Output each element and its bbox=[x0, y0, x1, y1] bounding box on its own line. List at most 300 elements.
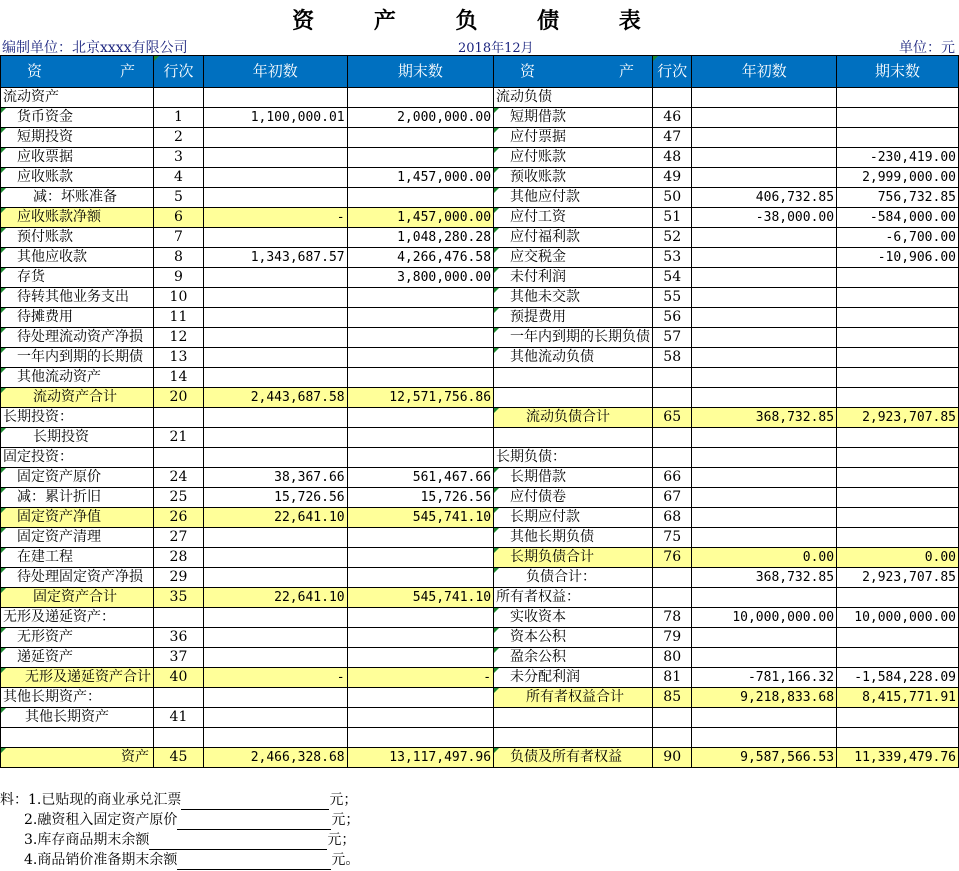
asset-name[interactable]: 货币资金 bbox=[1, 108, 154, 128]
liability-end[interactable] bbox=[837, 88, 959, 108]
asset-name[interactable]: 在建工程 bbox=[1, 548, 154, 568]
liability-row-no[interactable] bbox=[653, 448, 692, 468]
asset-row-no[interactable]: 20 bbox=[154, 388, 204, 408]
asset-name[interactable]: 存货 bbox=[1, 268, 154, 288]
liability-begin[interactable]: 0.00 bbox=[692, 548, 837, 568]
asset-end[interactable] bbox=[347, 148, 493, 168]
liability-row-no[interactable] bbox=[653, 368, 692, 388]
currency-label: 单位：元 bbox=[899, 40, 955, 56]
asset-begin[interactable] bbox=[203, 608, 347, 628]
liability-begin[interactable] bbox=[692, 328, 837, 348]
asset-name[interactable]: 减：累计折旧 bbox=[1, 488, 154, 508]
asset-end[interactable] bbox=[347, 448, 493, 468]
liability-name[interactable]: 短期借款 bbox=[494, 108, 653, 128]
asset-name[interactable]: 一年内到期的长期债 bbox=[1, 348, 154, 368]
note-line bbox=[0, 830, 359, 850]
liability-end[interactable] bbox=[837, 108, 959, 128]
asset-name[interactable]: 待转其他业务支出 bbox=[1, 288, 154, 308]
liability-name[interactable]: 应付工资 bbox=[494, 208, 653, 228]
asset-end[interactable]: 545,741.10 bbox=[347, 508, 493, 528]
liability-row-no[interactable]: 85 bbox=[653, 688, 692, 708]
liability-row-no[interactable]: 68 bbox=[653, 508, 692, 528]
liability-name[interactable]: 其他应付款 bbox=[494, 188, 653, 208]
liability-end[interactable]: 8,415,771.91 bbox=[837, 688, 959, 708]
asset-row-no[interactable]: 40 bbox=[154, 668, 204, 688]
header-row-no: 行次 bbox=[154, 56, 204, 88]
liability-begin[interactable] bbox=[692, 488, 837, 508]
asset-name[interactable]: 无形及递延资产合计 bbox=[1, 668, 154, 688]
liability-end[interactable] bbox=[837, 648, 959, 668]
asset-end[interactable]: 1,048,280.28 bbox=[347, 228, 493, 248]
liability-name[interactable]: 其他未交款 bbox=[494, 288, 653, 308]
liability-end[interactable] bbox=[837, 128, 959, 148]
note-line bbox=[0, 850, 359, 870]
liability-row-no[interactable] bbox=[653, 708, 692, 728]
asset-begin[interactable] bbox=[203, 308, 347, 328]
asset-begin[interactable] bbox=[203, 188, 347, 208]
asset-name[interactable]: 其他流动资产 bbox=[1, 368, 154, 388]
liability-begin[interactable] bbox=[692, 168, 837, 188]
asset-row-no[interactable]: 12 bbox=[154, 328, 204, 348]
asset-name[interactable]: 无形及递延资产： bbox=[1, 608, 154, 628]
liability-row-no[interactable]: 58 bbox=[653, 348, 692, 368]
liability-name[interactable]: 负债及所有者权益 bbox=[494, 748, 653, 768]
balance-sheet-table bbox=[0, 55, 959, 768]
asset-end[interactable] bbox=[347, 568, 493, 588]
asset-begin[interactable] bbox=[203, 648, 347, 668]
liability-end[interactable]: -1,584,228.09 bbox=[837, 668, 959, 688]
asset-row-no[interactable]: 35 bbox=[154, 588, 204, 608]
table-row bbox=[1, 88, 959, 108]
liability-begin[interactable] bbox=[692, 228, 837, 248]
liability-name[interactable]: 流动负债合计 bbox=[494, 408, 653, 428]
asset-name[interactable]: 递延资产 bbox=[1, 648, 154, 668]
asset-row-no[interactable]: 27 bbox=[154, 528, 204, 548]
note-blank[interactable] bbox=[181, 793, 329, 810]
asset-begin[interactable] bbox=[203, 728, 347, 748]
asset-end[interactable]: 561,467.66 bbox=[347, 468, 493, 488]
liability-row-no[interactable] bbox=[653, 568, 692, 588]
asset-end[interactable] bbox=[347, 128, 493, 148]
liability-name[interactable] bbox=[494, 428, 653, 448]
liability-name[interactable]: 其他流动负债 bbox=[494, 348, 653, 368]
asset-end[interactable] bbox=[347, 628, 493, 648]
liability-begin[interactable] bbox=[692, 248, 837, 268]
asset-begin[interactable] bbox=[203, 568, 347, 588]
asset-row-no[interactable]: 7 bbox=[154, 228, 204, 248]
asset-name[interactable]: 固定资产原价 bbox=[1, 468, 154, 488]
report-date: 2018年12月 bbox=[458, 41, 534, 56]
asset-begin[interactable]: 15,726.56 bbox=[203, 488, 347, 508]
asset-end[interactable] bbox=[347, 688, 493, 708]
liability-row-no[interactable]: 75 bbox=[653, 528, 692, 548]
asset-row-no[interactable]: 13 bbox=[154, 348, 204, 368]
asset-name[interactable]: 无形资产 bbox=[1, 628, 154, 648]
liability-name[interactable] bbox=[494, 388, 653, 408]
liability-begin[interactable] bbox=[692, 708, 837, 728]
asset-row-no[interactable]: 41 bbox=[154, 708, 204, 728]
asset-row-no[interactable] bbox=[154, 88, 204, 108]
note-line bbox=[0, 790, 359, 810]
asset-row-no[interactable] bbox=[154, 728, 204, 748]
liability-name[interactable]: 长期应付款 bbox=[494, 508, 653, 528]
liability-end[interactable]: -584,000.00 bbox=[837, 208, 959, 228]
liability-row-no[interactable]: 53 bbox=[653, 248, 692, 268]
liability-row-no[interactable]: 57 bbox=[653, 328, 692, 348]
liability-begin[interactable]: 406,732.85 bbox=[692, 188, 837, 208]
liability-row-no[interactable]: 54 bbox=[653, 268, 692, 288]
liability-row-no[interactable]: 81 bbox=[653, 668, 692, 688]
liability-end[interactable]: -10,906.00 bbox=[837, 248, 959, 268]
liability-begin[interactable]: -781,166.32 bbox=[692, 668, 837, 688]
liability-begin[interactable]: 368,732.85 bbox=[692, 408, 837, 428]
liability-begin[interactable] bbox=[692, 348, 837, 368]
asset-end[interactable] bbox=[347, 608, 493, 628]
asset-row-no[interactable]: 10 bbox=[154, 288, 204, 308]
liability-name[interactable]: 所有者权益： bbox=[494, 588, 653, 608]
liability-begin[interactable] bbox=[692, 268, 837, 288]
asset-name[interactable]: 待摊费用 bbox=[1, 308, 154, 328]
liability-row-no[interactable]: 51 bbox=[653, 208, 692, 228]
asset-row-no[interactable]: 1 bbox=[154, 108, 204, 128]
liability-name[interactable]: 所有者权益合计 bbox=[494, 688, 653, 708]
asset-end[interactable] bbox=[347, 288, 493, 308]
table-row bbox=[1, 568, 959, 588]
asset-end[interactable] bbox=[347, 528, 493, 548]
liability-begin[interactable] bbox=[692, 628, 837, 648]
liability-row-no[interactable] bbox=[653, 728, 692, 748]
liability-row-no[interactable]: 52 bbox=[653, 228, 692, 248]
liability-end[interactable] bbox=[837, 368, 959, 388]
liability-end[interactable]: 756,732.85 bbox=[837, 188, 959, 208]
asset-name[interactable]: 固定投资： bbox=[1, 448, 154, 468]
liability-begin[interactable] bbox=[692, 148, 837, 168]
asset-name[interactable]: 短期投资 bbox=[1, 128, 154, 148]
asset-row-no[interactable] bbox=[154, 608, 204, 628]
table-row bbox=[1, 308, 959, 328]
asset-name[interactable]: 流动资产合计 bbox=[1, 388, 154, 408]
note-suffix: 元； bbox=[327, 832, 356, 848]
liability-row-no[interactable]: 80 bbox=[653, 648, 692, 668]
asset-name[interactable]: 固定资产净值 bbox=[1, 508, 154, 528]
asset-end[interactable] bbox=[347, 348, 493, 368]
liability-begin[interactable] bbox=[692, 468, 837, 488]
asset-row-no[interactable]: 29 bbox=[154, 568, 204, 588]
asset-name[interactable]: 待处理固定资产净损 bbox=[1, 568, 154, 588]
liability-name[interactable]: 实收资本 bbox=[494, 608, 653, 628]
asset-row-no[interactable] bbox=[154, 688, 204, 708]
asset-end[interactable]: 1,457,000.00 bbox=[347, 208, 493, 228]
liability-end[interactable]: 11,339,479.76 bbox=[837, 748, 959, 768]
asset-end[interactable]: 15,726.56 bbox=[347, 488, 493, 508]
liability-begin[interactable] bbox=[692, 428, 837, 448]
asset-end[interactable]: 12,571,756.86 bbox=[347, 388, 493, 408]
asset-end[interactable]: 2,000,000.00 bbox=[347, 108, 493, 128]
liability-row-no[interactable]: 66 bbox=[653, 468, 692, 488]
asset-row-no[interactable]: 25 bbox=[154, 488, 204, 508]
asset-begin[interactable] bbox=[203, 128, 347, 148]
asset-begin[interactable] bbox=[203, 228, 347, 248]
liability-row-no[interactable]: 90 bbox=[653, 748, 692, 768]
liability-begin[interactable] bbox=[692, 128, 837, 148]
asset-begin[interactable]: 1,100,000.01 bbox=[203, 108, 347, 128]
liability-name[interactable]: 应付票据 bbox=[494, 128, 653, 148]
table-row bbox=[1, 188, 959, 208]
liability-end[interactable] bbox=[837, 628, 959, 648]
asset-name[interactable]: 资产 bbox=[1, 748, 154, 768]
liability-begin[interactable] bbox=[692, 588, 837, 608]
liability-name[interactable]: 长期借款 bbox=[494, 468, 653, 488]
liability-end[interactable]: 2,923,707.85 bbox=[837, 408, 959, 428]
liability-end[interactable] bbox=[837, 588, 959, 608]
asset-begin[interactable] bbox=[203, 628, 347, 648]
liability-begin[interactable] bbox=[692, 288, 837, 308]
table-row bbox=[1, 448, 959, 468]
liability-name[interactable] bbox=[494, 728, 653, 748]
asset-name[interactable]: 待处理流动资产净损 bbox=[1, 328, 154, 348]
asset-begin[interactable]: - bbox=[203, 208, 347, 228]
asset-row-no[interactable]: 26 bbox=[154, 508, 204, 528]
asset-begin[interactable]: - bbox=[203, 668, 347, 688]
asset-end[interactable] bbox=[347, 708, 493, 728]
asset-begin[interactable]: 22,641.10 bbox=[203, 508, 347, 528]
liability-name[interactable]: 负债合计： bbox=[494, 568, 653, 588]
asset-name[interactable]: 应收票据 bbox=[1, 148, 154, 168]
liability-begin[interactable]: 9,218,833.68 bbox=[692, 688, 837, 708]
liability-row-no[interactable]: 56 bbox=[653, 308, 692, 328]
asset-begin[interactable] bbox=[203, 368, 347, 388]
report-title: 资 产 负 债 表 bbox=[292, 8, 667, 34]
note-blank[interactable] bbox=[149, 833, 327, 850]
liability-begin[interactable] bbox=[692, 88, 837, 108]
liability-row-no[interactable]: 67 bbox=[653, 488, 692, 508]
liability-name[interactable]: 应付福利款 bbox=[494, 228, 653, 248]
liability-name[interactable]: 一年内到期的长期负债 bbox=[494, 328, 653, 348]
liability-row-no[interactable] bbox=[653, 428, 692, 448]
liability-end[interactable] bbox=[837, 708, 959, 728]
asset-name[interactable]: 流动资产 bbox=[1, 88, 154, 108]
asset-end[interactable] bbox=[347, 188, 493, 208]
asset-end[interactable] bbox=[347, 648, 493, 668]
asset-begin[interactable] bbox=[203, 288, 347, 308]
asset-row-no[interactable]: 37 bbox=[154, 648, 204, 668]
liability-row-no[interactable]: 79 bbox=[653, 628, 692, 648]
table-row bbox=[1, 328, 959, 348]
liability-begin[interactable] bbox=[692, 108, 837, 128]
asset-end[interactable] bbox=[347, 308, 493, 328]
liability-name[interactable]: 预收账款 bbox=[494, 168, 653, 188]
note-text: 2.融资租入固定资产原价 bbox=[24, 812, 178, 828]
asset-row-no[interactable]: 6 bbox=[154, 208, 204, 228]
liability-begin[interactable] bbox=[692, 648, 837, 668]
liability-row-no[interactable]: 46 bbox=[653, 108, 692, 128]
asset-end[interactable]: 13,117,497.96 bbox=[347, 748, 493, 768]
liability-end[interactable] bbox=[837, 528, 959, 548]
liability-end[interactable] bbox=[837, 508, 959, 528]
liability-row-no[interactable]: 65 bbox=[653, 408, 692, 428]
asset-begin[interactable] bbox=[203, 168, 347, 188]
liability-name[interactable]: 未分配利润 bbox=[494, 668, 653, 688]
asset-begin[interactable] bbox=[203, 448, 347, 468]
asset-begin[interactable] bbox=[203, 428, 347, 448]
liability-end[interactable] bbox=[837, 388, 959, 408]
asset-end[interactable]: 1,457,000.00 bbox=[347, 168, 493, 188]
liability-end[interactable] bbox=[837, 348, 959, 368]
asset-name[interactable]: 固定资产清理 bbox=[1, 528, 154, 548]
liability-name[interactable]: 应交税金 bbox=[494, 248, 653, 268]
liability-begin[interactable] bbox=[692, 508, 837, 528]
asset-row-no[interactable]: 24 bbox=[154, 468, 204, 488]
liability-end[interactable]: -6,700.00 bbox=[837, 228, 959, 248]
table-row bbox=[1, 368, 959, 388]
liability-row-no[interactable]: 48 bbox=[653, 148, 692, 168]
asset-end[interactable]: 545,741.10 bbox=[347, 588, 493, 608]
asset-row-no[interactable]: 5 bbox=[154, 188, 204, 208]
asset-name[interactable]: 预付账款 bbox=[1, 228, 154, 248]
asset-end[interactable]: 4,266,476.58 bbox=[347, 248, 493, 268]
liability-begin[interactable]: -38,000.00 bbox=[692, 208, 837, 228]
liability-begin[interactable]: 10,000,000.00 bbox=[692, 608, 837, 628]
liability-end[interactable] bbox=[837, 288, 959, 308]
asset-begin[interactable] bbox=[203, 528, 347, 548]
asset-row-no[interactable] bbox=[154, 448, 204, 468]
liability-name[interactable]: 长期负债合计 bbox=[494, 548, 653, 568]
liability-name[interactable]: 其他长期负债 bbox=[494, 528, 653, 548]
liability-row-no[interactable] bbox=[653, 588, 692, 608]
asset-begin[interactable] bbox=[203, 328, 347, 348]
liability-name[interactable]: 资本公积 bbox=[494, 628, 653, 648]
liability-row-no[interactable] bbox=[653, 88, 692, 108]
liability-name[interactable]: 长期负债： bbox=[494, 448, 653, 468]
note-blank[interactable] bbox=[177, 853, 331, 870]
liability-begin[interactable] bbox=[692, 388, 837, 408]
asset-name[interactable]: 长期投资 bbox=[1, 428, 154, 448]
liability-end[interactable]: 0.00 bbox=[837, 548, 959, 568]
asset-end[interactable] bbox=[347, 548, 493, 568]
liability-begin[interactable] bbox=[692, 728, 837, 748]
asset-name[interactable]: 应收账款 bbox=[1, 168, 154, 188]
liability-end[interactable] bbox=[837, 468, 959, 488]
table-row bbox=[1, 288, 959, 308]
asset-begin[interactable] bbox=[203, 548, 347, 568]
liability-end[interactable]: 10,000,000.00 bbox=[837, 608, 959, 628]
liability-end[interactable]: -230,419.00 bbox=[837, 148, 959, 168]
liability-begin[interactable] bbox=[692, 448, 837, 468]
liability-begin[interactable] bbox=[692, 528, 837, 548]
asset-begin[interactable] bbox=[203, 408, 347, 428]
asset-end[interactable] bbox=[347, 368, 493, 388]
liability-name[interactable] bbox=[494, 368, 653, 388]
asset-name[interactable]: 其他长期资产： bbox=[1, 688, 154, 708]
liability-end[interactable] bbox=[837, 728, 959, 748]
liability-begin[interactable]: 368,732.85 bbox=[692, 568, 837, 588]
liability-end[interactable] bbox=[837, 308, 959, 328]
asset-begin[interactable] bbox=[203, 268, 347, 288]
asset-row-no[interactable]: 8 bbox=[154, 248, 204, 268]
asset-begin[interactable] bbox=[203, 688, 347, 708]
asset-name[interactable] bbox=[1, 728, 154, 748]
liability-end[interactable] bbox=[837, 448, 959, 468]
liability-begin[interactable]: 9,587,566.53 bbox=[692, 748, 837, 768]
asset-begin[interactable] bbox=[203, 88, 347, 108]
liability-name[interactable]: 应付账款 bbox=[494, 148, 653, 168]
asset-end[interactable]: - bbox=[347, 668, 493, 688]
liability-name[interactable]: 流动负债 bbox=[494, 88, 653, 108]
asset-row-no[interactable]: 14 bbox=[154, 368, 204, 388]
liability-row-no[interactable]: 78 bbox=[653, 608, 692, 628]
asset-row-no[interactable]: 36 bbox=[154, 628, 204, 648]
note-blank[interactable] bbox=[177, 813, 331, 830]
asset-name[interactable]: 其他长期资产 bbox=[1, 708, 154, 728]
asset-row-no[interactable]: 28 bbox=[154, 548, 204, 568]
asset-begin[interactable]: 2,466,328.68 bbox=[203, 748, 347, 768]
asset-begin[interactable]: 22,641.10 bbox=[203, 588, 347, 608]
asset-begin[interactable]: 2,443,687.58 bbox=[203, 388, 347, 408]
table-row bbox=[1, 348, 959, 368]
liability-end[interactable] bbox=[837, 268, 959, 288]
asset-row-no[interactable] bbox=[154, 408, 204, 428]
liability-row-no[interactable]: 76 bbox=[653, 548, 692, 568]
table-row bbox=[1, 708, 959, 728]
liability-begin[interactable] bbox=[692, 308, 837, 328]
liability-end[interactable]: 2,999,000.00 bbox=[837, 168, 959, 188]
liability-end[interactable] bbox=[837, 428, 959, 448]
liability-name[interactable]: 预提费用 bbox=[494, 308, 653, 328]
liability-begin[interactable] bbox=[692, 368, 837, 388]
table-row bbox=[1, 388, 959, 408]
liability-name[interactable]: 盈余公积 bbox=[494, 648, 653, 668]
asset-begin[interactable]: 38,367.66 bbox=[203, 468, 347, 488]
liability-row-no[interactable]: 55 bbox=[653, 288, 692, 308]
asset-name[interactable]: 减：坏账准备 bbox=[1, 188, 154, 208]
table-row bbox=[1, 168, 959, 188]
asset-row-no[interactable]: 2 bbox=[154, 128, 204, 148]
asset-name[interactable]: 应收账款净额 bbox=[1, 208, 154, 228]
asset-row-no[interactable]: 3 bbox=[154, 148, 204, 168]
liability-end[interactable] bbox=[837, 328, 959, 348]
asset-row-no[interactable]: 4 bbox=[154, 168, 204, 188]
liability-row-no[interactable]: 49 bbox=[653, 168, 692, 188]
liability-name[interactable] bbox=[494, 708, 653, 728]
asset-end[interactable] bbox=[347, 328, 493, 348]
asset-row-no[interactable]: 11 bbox=[154, 308, 204, 328]
asset-begin[interactable] bbox=[203, 148, 347, 168]
asset-begin[interactable] bbox=[203, 348, 347, 368]
liability-end[interactable] bbox=[837, 488, 959, 508]
liability-name[interactable]: 未付利润 bbox=[494, 268, 653, 288]
liability-end[interactable]: 2,923,707.85 bbox=[837, 568, 959, 588]
table-row bbox=[1, 128, 959, 148]
liability-row-no[interactable] bbox=[653, 388, 692, 408]
asset-begin[interactable] bbox=[203, 708, 347, 728]
asset-end[interactable] bbox=[347, 408, 493, 428]
liability-row-no[interactable]: 47 bbox=[653, 128, 692, 148]
asset-row-no[interactable]: 9 bbox=[154, 268, 204, 288]
liability-row-no[interactable]: 50 bbox=[653, 188, 692, 208]
asset-end[interactable] bbox=[347, 728, 493, 748]
asset-end[interactable] bbox=[347, 428, 493, 448]
asset-name[interactable]: 其他应收款 bbox=[1, 248, 154, 268]
asset-end[interactable] bbox=[347, 88, 493, 108]
asset-begin[interactable]: 1,343,687.57 bbox=[203, 248, 347, 268]
asset-name[interactable]: 固定资产合计 bbox=[1, 588, 154, 608]
asset-end[interactable]: 3,800,000.00 bbox=[347, 268, 493, 288]
note-suffix: 元； bbox=[331, 812, 360, 828]
liability-name[interactable]: 应付债卷 bbox=[494, 488, 653, 508]
asset-name[interactable]: 长期投资： bbox=[1, 408, 154, 428]
asset-row-no[interactable]: 45 bbox=[154, 748, 204, 768]
asset-row-no[interactable]: 21 bbox=[154, 428, 204, 448]
